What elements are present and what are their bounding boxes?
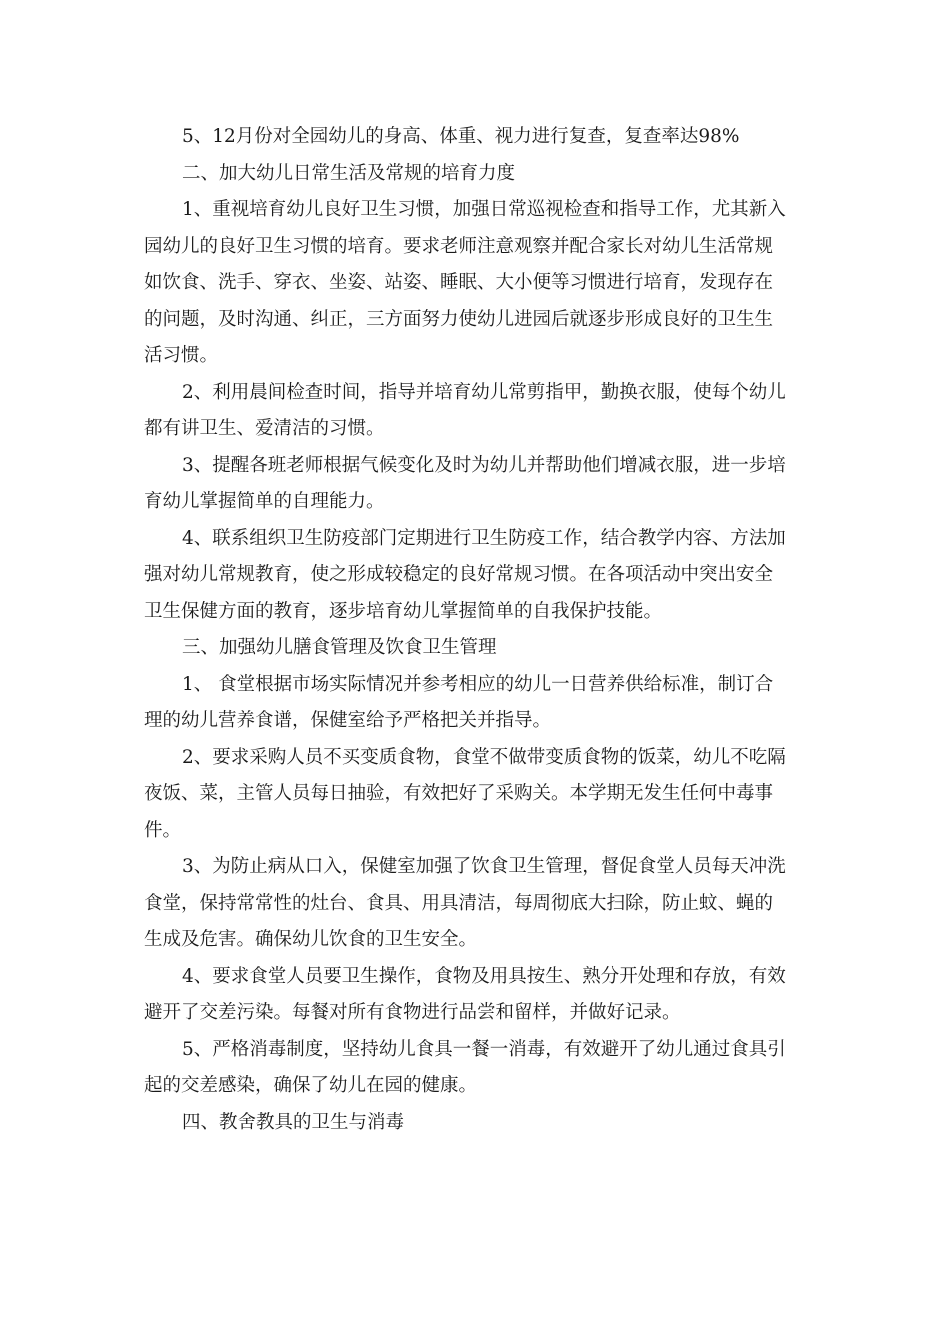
text-line: 园幼儿的良好卫生习惯的培育。要求老师注意观察并配合家长对幼儿生活常规: [144, 235, 774, 257]
text-line: 2、利用晨间检查时间，指导并培育幼儿常剪指甲，勤换衣服，使每个幼儿: [182, 381, 786, 403]
text-line: 夜饭、菜，主管人员每日抽验，有效把好了采购关。本学期无发生任何中毒事: [144, 783, 774, 804]
text-line: 4、要求食堂人员要卫生操作，食物及用具按生、熟分开处理和存放，有效: [182, 965, 786, 987]
text-line: 1、重视培育幼儿良好卫生习惯，加强日常巡视检查和指导工作，尤其新入: [182, 199, 786, 220]
text-line: 食堂，保持常常性的灶台、食具、用具清洁，每周彻底大扫除，防止蚊、蝇的: [144, 892, 774, 914]
text-line: 5、12月份对全园幼儿的身高、体重、视力进行复查，复查率达98%: [182, 126, 740, 147]
text-line: 3、为防止病从口入，保健室加强了饮食卫生管理，督促食堂人员每天冲洗: [182, 856, 786, 877]
text-line: 生成及危害。确保幼儿饮食的卫生安全。: [144, 929, 478, 950]
section-heading: 三、加强幼儿膳食管理及饮食卫生管理: [182, 637, 497, 658]
text-line: 件。: [144, 819, 182, 841]
text-line: 的问题，及时沟通、纠正，三方面努力使幼儿进园后就逐步形成良好的卫生生: [144, 308, 774, 330]
text-line: 活习惯。: [144, 345, 219, 366]
text-line: 5、严格消毒制度，坚持幼儿食具一餐一消毒，有效避开了幼儿通过食具引: [182, 1038, 786, 1060]
text-line: 2、要求采购人员不买变质食物，食堂不做带变质食物的饭菜，幼儿不吃隔: [182, 746, 786, 768]
document-page: [144, 119, 808, 1141]
text-line: 卫生保健方面的教育，逐步培育幼儿掌握简单的自我保护技能。: [144, 600, 663, 622]
section-heading: 四、教舍教具的卫生与消毒: [182, 1111, 405, 1133]
text-line: 3、提醒各班老师根据气候变化及时为幼儿并帮助他们增减衣服，进一步培: [182, 454, 786, 476]
text-line: 起的交差感染，确保了幼儿在园的健康。: [144, 1075, 478, 1096]
text-line: 如饮食、洗手、穿衣、坐姿、站姿、睡眠、大小便等习惯进行培育，发现存在: [144, 272, 774, 293]
text-line: 育幼儿掌握简单的自理能力。: [144, 491, 385, 512]
text-line: 避开了交差污染。每餐对所有食物进行品尝和留样，并做好记录。: [144, 1002, 681, 1023]
text-line: 强对幼儿常规教育，使之形成较稳定的良好常规习惯。在各项活动中突出安全: [144, 564, 774, 585]
text-line: 都有讲卫生、爱清洁的习惯。: [144, 418, 385, 439]
text-line: 1、 食堂根据市场实际情况并参考相应的幼儿一日营养供给标准，制订合: [182, 673, 774, 695]
section-heading: 二、加大幼儿日常生活及常规的培育力度: [182, 162, 516, 184]
text-line: 理的幼儿营养食谱，保健室给予严格把关并指导。: [144, 710, 552, 731]
text-line: 4、联系组织卫生防疫部门定期进行卫生防疫工作，结合教学内容、方法加: [182, 527, 786, 549]
